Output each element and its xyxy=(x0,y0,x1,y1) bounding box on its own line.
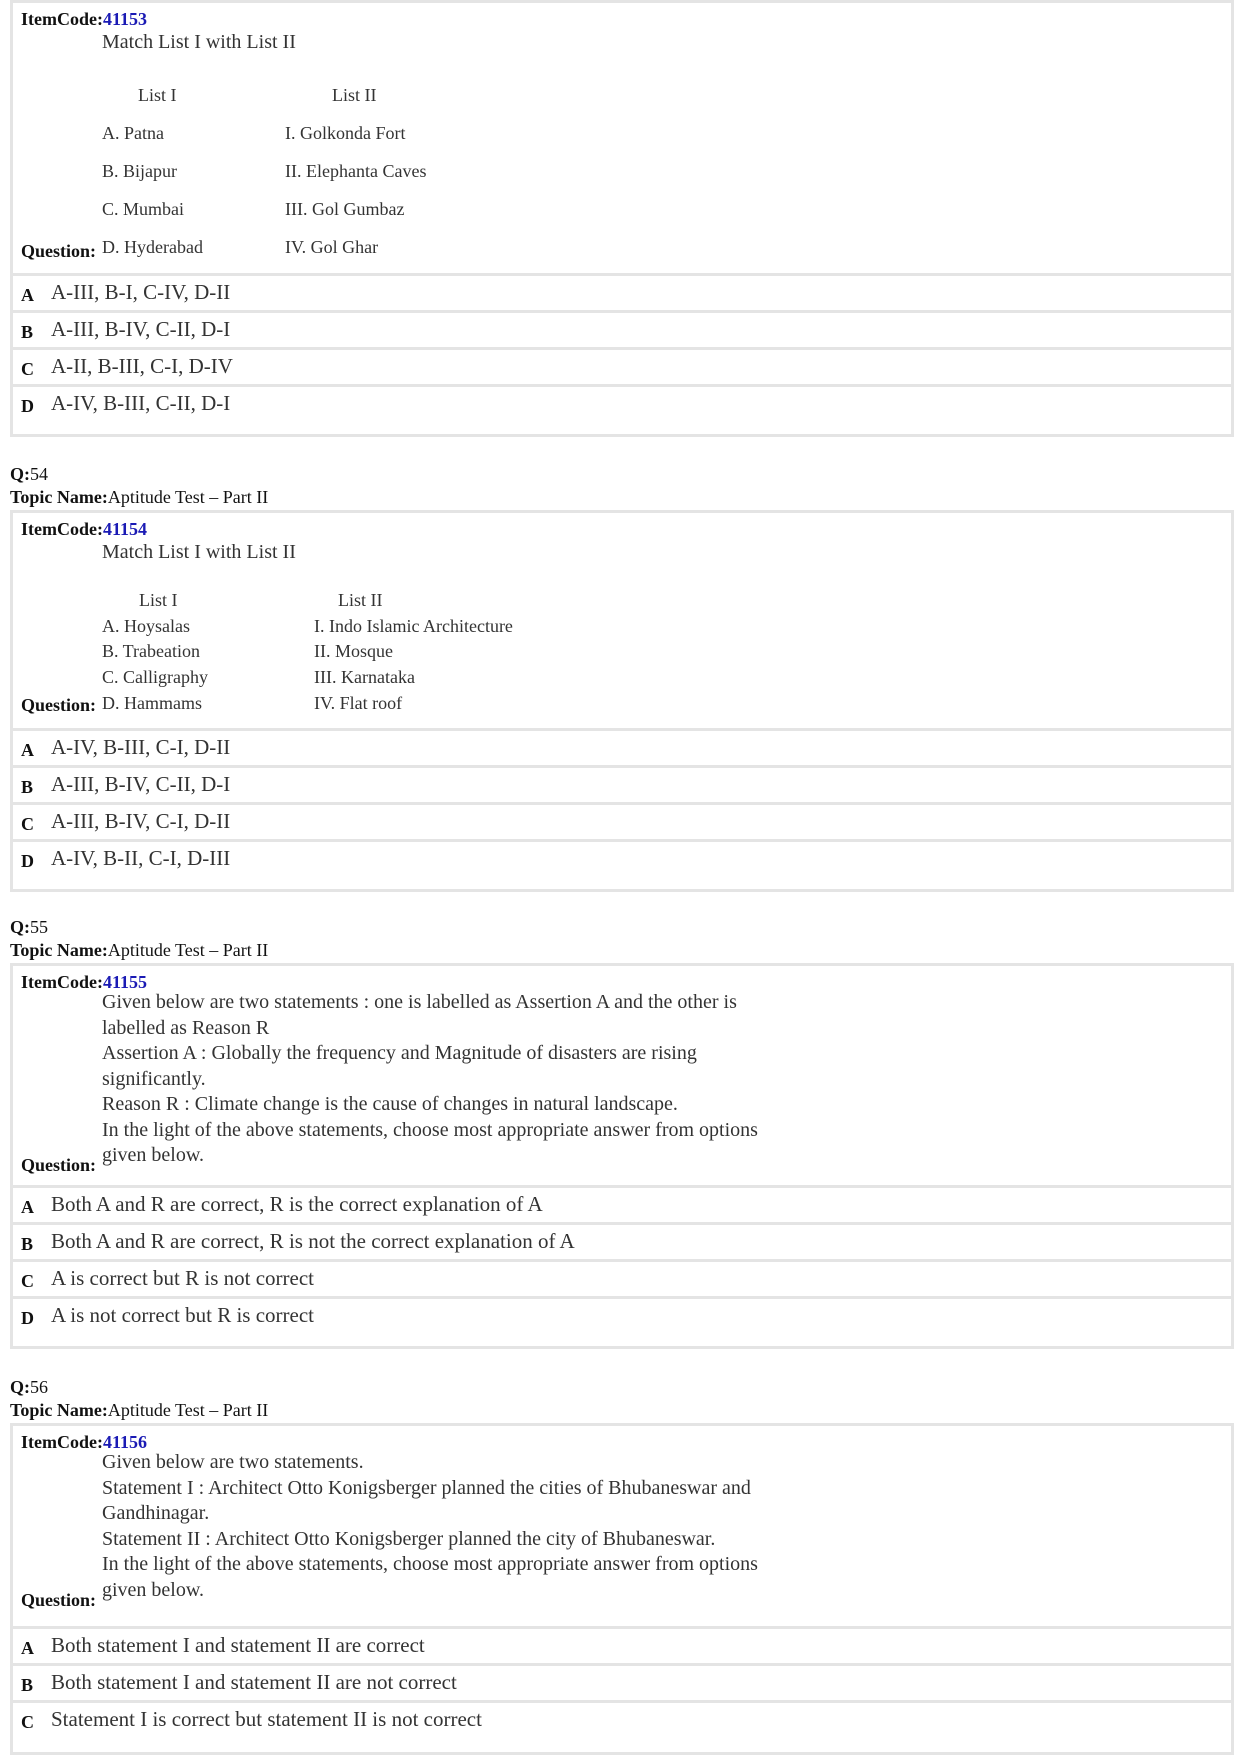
option-text: A-IV, B-III, C-I, D-II xyxy=(51,735,231,759)
list1-item: B. Bijapur xyxy=(102,161,177,181)
question-title: Match List I with List II xyxy=(102,31,296,53)
q-label: Q: xyxy=(10,1377,30,1397)
option-letter: D xyxy=(21,851,34,871)
list2-item: IV. Flat roof xyxy=(314,693,403,713)
item-code-value: 41155 xyxy=(102,972,147,992)
question-label: Question: xyxy=(21,1155,97,1175)
q-number: 54 xyxy=(30,464,48,484)
option-letter: B xyxy=(21,1675,34,1695)
question-number xyxy=(10,462,48,486)
option-text: A-III, B-IV, C-I, D-II xyxy=(51,809,231,833)
question-body xyxy=(13,513,1231,728)
option-c[interactable] xyxy=(13,1700,1231,1737)
q-label: Q: xyxy=(10,917,30,937)
list-row xyxy=(102,616,513,637)
option-letter: B xyxy=(21,322,34,342)
option-b[interactable] xyxy=(13,765,1231,802)
question-line: In the light of the above statements, choose most appropriate answer from options xyxy=(102,1553,758,1575)
topic-line xyxy=(10,485,268,509)
option-letter: A xyxy=(21,285,34,305)
question-card-41154 xyxy=(10,510,1234,892)
question-line: Reason R : Climate change is the cause of changes in natural landscape. xyxy=(102,1093,678,1115)
list2-header: List II xyxy=(332,85,377,105)
topic-label: Topic Name: xyxy=(10,940,108,960)
list1-item: D. Hyderabad xyxy=(102,237,203,257)
q-number: 55 xyxy=(30,917,48,937)
topic-label: Topic Name: xyxy=(10,487,108,507)
list2-item: II. Elephanta Caves xyxy=(285,161,427,181)
option-text: A is not correct but R is correct xyxy=(51,1303,315,1327)
option-b[interactable] xyxy=(13,310,1231,347)
question-line: Gandhinagar. xyxy=(102,1502,210,1524)
option-letter: D xyxy=(21,396,34,416)
question-line: given below. xyxy=(102,1144,205,1166)
list1-item: C. Calligraphy xyxy=(102,667,208,687)
option-a[interactable] xyxy=(13,273,1231,310)
question-text xyxy=(102,990,842,1169)
question-line: given below. xyxy=(102,1578,205,1601)
option-text: A-III, B-IV, C-II, D-I xyxy=(51,317,231,341)
option-letter: B xyxy=(21,1234,34,1254)
item-code-label: ItemCode: xyxy=(21,9,103,29)
topic-name: Aptitude Test – Part II xyxy=(107,1400,269,1420)
option-d[interactable] xyxy=(13,839,1231,876)
list-row xyxy=(102,641,393,662)
option-letter: D xyxy=(21,1308,34,1328)
list1-item: A. Patna xyxy=(102,123,164,143)
question-body xyxy=(13,1426,1231,1626)
question-title: Match List I with List II xyxy=(102,541,296,563)
list1-item: C. Mumbai xyxy=(102,199,185,219)
question-line: In the light of the above statements, choose most appropriate answer from options xyxy=(102,1118,758,1141)
option-d[interactable] xyxy=(13,384,1231,421)
list2-header: List II xyxy=(338,590,383,610)
list-row xyxy=(102,667,415,688)
item-code xyxy=(21,9,147,30)
option-text: A-IV, B-II, C-I, D-III xyxy=(51,846,231,870)
question-number xyxy=(10,1375,48,1399)
option-text: Both A and R are correct, R is not the correct explanation of A xyxy=(51,1229,575,1253)
option-a[interactable] xyxy=(13,1626,1231,1663)
option-text: A-III, B-IV, C-II, D-I xyxy=(51,772,231,796)
topic-line xyxy=(10,938,268,962)
list1-item: A. Hoysalas xyxy=(102,616,190,636)
option-letter: A xyxy=(21,1197,34,1217)
question-label: Question: xyxy=(21,695,97,715)
option-letter: C xyxy=(21,1271,34,1291)
list2-item: III. Karnataka xyxy=(314,667,415,687)
option-letter: C xyxy=(21,1712,34,1732)
option-c[interactable] xyxy=(13,802,1231,839)
item-code-value: 41153 xyxy=(102,9,147,29)
question-line: Statement I : Architect Otto Konigsberger planned the cities of Bhubaneswar and xyxy=(102,1476,751,1499)
question-number xyxy=(10,915,48,939)
option-text: A-III, B-I, C-IV, D-II xyxy=(51,280,231,304)
topic-name: Aptitude Test – Part II xyxy=(107,940,269,960)
list-row xyxy=(102,237,379,258)
option-c[interactable] xyxy=(13,1259,1231,1296)
option-text: Both A and R are correct, R is the correct explanation of A xyxy=(51,1192,543,1216)
item-code-label: ItemCode: xyxy=(21,1432,103,1452)
item-code xyxy=(21,519,147,540)
option-text: Both statement I and statement II are not correct xyxy=(51,1670,457,1694)
list1-item: D. Hammams xyxy=(102,693,202,713)
item-code-label: ItemCode: xyxy=(21,519,103,539)
question-line: Assertion A : Globally the frequency and Magnitude of disasters are rising xyxy=(102,1042,697,1064)
item-code-value: 41156 xyxy=(102,1432,147,1452)
option-text: A is correct but R is not correct xyxy=(51,1266,315,1290)
option-letter: A xyxy=(21,1638,34,1658)
list2-item: III. Gol Gumbaz xyxy=(285,199,405,219)
option-b[interactable] xyxy=(13,1222,1231,1259)
option-letter: A xyxy=(21,740,34,760)
option-text: A-IV, B-III, C-II, D-I xyxy=(51,391,231,415)
list2-item: IV. Gol Ghar xyxy=(285,237,379,257)
list-row xyxy=(102,693,403,714)
list-row xyxy=(102,123,406,144)
option-b[interactable] xyxy=(13,1663,1231,1700)
option-a[interactable] xyxy=(13,1185,1231,1222)
list-row xyxy=(102,199,405,220)
question-card-41156 xyxy=(10,1423,1234,1755)
question-label: Question: xyxy=(21,1590,97,1610)
topic-label: Topic Name: xyxy=(10,1400,108,1420)
list2-item: I. Indo Islamic Architecture xyxy=(314,616,513,636)
question-label: Question: xyxy=(21,241,97,261)
question-card-41153 xyxy=(10,0,1234,437)
question-line: significantly. xyxy=(102,1067,206,1090)
item-code-value: 41154 xyxy=(102,519,147,539)
list-row xyxy=(102,161,427,182)
list1-header: List I xyxy=(138,85,177,105)
option-c[interactable] xyxy=(13,347,1231,384)
option-letter: B xyxy=(21,777,34,797)
question-text xyxy=(102,1450,842,1603)
question-body xyxy=(13,966,1231,1185)
topic-name: Aptitude Test – Part II xyxy=(107,487,269,507)
list1-item: B. Trabeation xyxy=(102,641,201,661)
option-text: A-II, B-III, C-I, D-IV xyxy=(51,354,233,378)
option-d[interactable] xyxy=(13,1296,1231,1333)
option-text: Statement I is correct but statement II is not correct xyxy=(51,1707,482,1731)
option-letter: C xyxy=(21,814,34,834)
question-line: Given below are two statements : one is labelled as Assertion A and the other is xyxy=(102,991,737,1013)
option-letter: C xyxy=(21,359,34,379)
q-label: Q: xyxy=(10,464,30,484)
option-a[interactable] xyxy=(13,728,1231,765)
item-code-label: ItemCode: xyxy=(21,972,103,992)
question-line: Given below are two statements. xyxy=(102,1451,364,1473)
question-line: Statement II : Architect Otto Konigsberger planned the city of Bhubaneswar. xyxy=(102,1527,716,1550)
q-number: 56 xyxy=(30,1377,48,1397)
option-text: Both statement I and statement II are correct xyxy=(51,1633,425,1657)
question-line: labelled as Reason R xyxy=(102,1016,270,1039)
list2-item: I. Golkonda Fort xyxy=(285,123,406,143)
list2-item: II. Mosque xyxy=(314,641,393,661)
topic-line xyxy=(10,1398,268,1422)
list1-header: List I xyxy=(139,590,178,610)
question-body xyxy=(13,3,1231,273)
question-card-41155 xyxy=(10,963,1234,1349)
